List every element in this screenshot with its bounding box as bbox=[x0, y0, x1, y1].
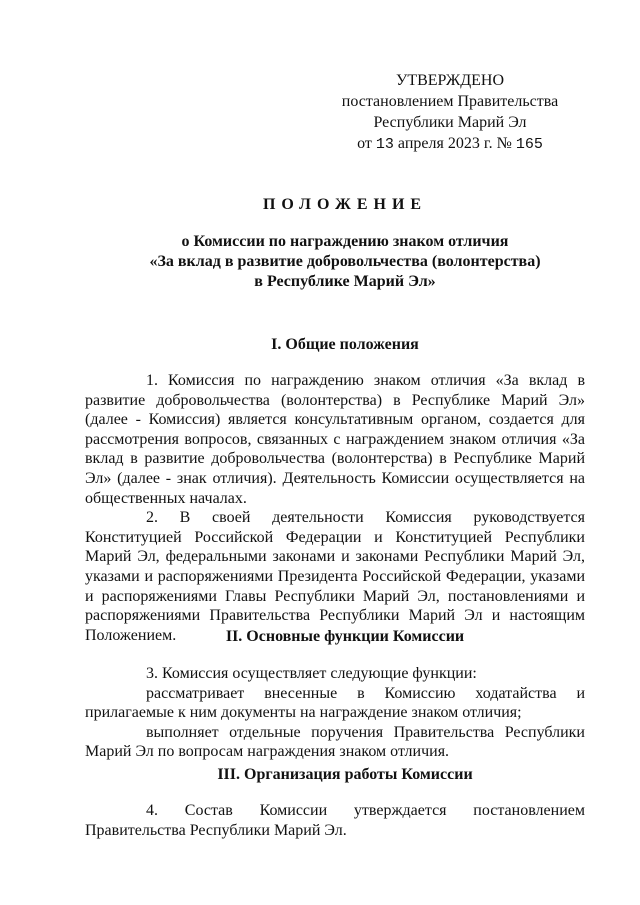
section-body-organization bbox=[85, 801, 585, 840]
approval-month-year: апреля 2023 г. № bbox=[397, 135, 512, 152]
approval-heading: УТВЕРЖДЕНО bbox=[395, 72, 504, 89]
paragraph: 3. Комиссия осуществляет следующие функции: bbox=[146, 665, 477, 682]
paragraph: выполняет отдельные поручения Правительства Республики Марий Эл по вопросам награждения знаком отличия. bbox=[85, 723, 585, 761]
section-heading-general: I. Общие положения bbox=[271, 336, 419, 353]
approval-authority: постановлением Правительства bbox=[341, 93, 559, 110]
paragraph: рассматривает внесенные в Комиссию ходатайства и прилагаемые к ним документы на награждение знаком отличия; bbox=[85, 684, 585, 722]
subtitle-line: о Комиссии по награждению знаком отличия bbox=[181, 233, 509, 250]
document-subtitle bbox=[100, 232, 590, 292]
approval-date-line bbox=[340, 133, 560, 155]
section-body-functions bbox=[85, 664, 585, 762]
approval-stamp-block bbox=[340, 70, 560, 155]
section-heading-organization: III. Организация работы Комиссии bbox=[217, 766, 473, 783]
section-body-general bbox=[85, 371, 585, 645]
paragraph: 1. Комиссия по награждению знаком отличия «За вклад в развитие добровольчества (волонтерства) в Республике Марий Эл» (далее - Комиссия) является консультативным органом, создается для рассмотрения вопросов, связанных с награждением знаком отличия «За вклад в развитие добровольчества (волонтерства) в Республике Марий Эл» (далее - знак отличия). Деятельность Комиссии осуществляется на общественных началах. bbox=[85, 372, 585, 507]
subtitle-line: в Республике Марий Эл» bbox=[254, 273, 436, 290]
paragraph: 4. Состав Комиссии утверждается постановлением Правительства Республики Марий Эл. bbox=[85, 802, 585, 839]
paragraph: 2. В своей деятельности Комиссия руководствуется Конституцией Российской Федерации и Конституцией Республики Марий Эл, федеральными законами и законами Республики Марий Эл, указами и распоряжениями Президента Российской Федерации, указами и распоряжениями Главы Республики Марий Эл, постановлениями и распоряжениями Правительства Республики Марий Эл и настоящим Положением. bbox=[85, 509, 585, 644]
approval-number: 165 bbox=[515, 136, 543, 153]
subtitle-line: «За вклад в развитие добровольчества (волонтерства) bbox=[149, 253, 541, 270]
approval-day: 13 bbox=[375, 136, 394, 153]
approval-region: Республики Марий Эл bbox=[373, 114, 527, 131]
approval-date-prefix: от bbox=[357, 135, 372, 152]
section-heading-functions: II. Основные функции Комиссии bbox=[225, 628, 465, 645]
document-title: ПОЛОЖЕНИЕ bbox=[262, 196, 428, 213]
